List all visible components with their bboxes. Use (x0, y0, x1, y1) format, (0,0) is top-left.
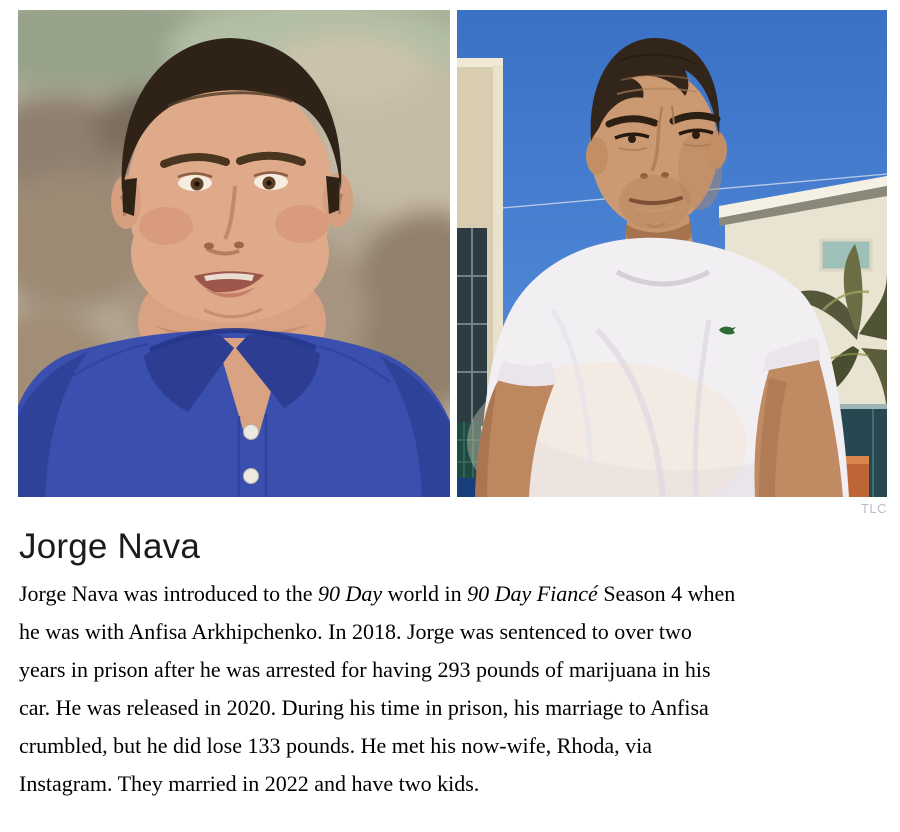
after-photo (457, 10, 887, 497)
before-photo-illustration (18, 10, 450, 497)
body-text-line: crumbled, but he did lose 133 pounds. He met his now-wife, Rhoda, via (19, 733, 653, 758)
photo-pair (18, 10, 887, 497)
photo-credit: TLC (860, 501, 887, 516)
body-text-line: Instagram. They married in 2022 and have two kids. (19, 771, 480, 796)
article-title: Jorge Nava (19, 527, 200, 566)
after-photo-illustration (457, 10, 887, 497)
body-text-line: years in prison after he was arrested for having 293 pounds of marijuana in his (19, 657, 711, 682)
body-text-line: car. He was released in 2020. During his time in prison, his marriage to Anfisa (19, 695, 709, 720)
body-text-line: Jorge Nava was introduced to the 90 Day world in 90 Day Fiancé Season 4 when (19, 581, 736, 606)
before-photo (18, 10, 450, 497)
body-text-line: he was with Anfisa Arkhipchenko. In 2018. Jorge was sentenced to over two (19, 619, 692, 644)
article-body (19, 575, 885, 803)
